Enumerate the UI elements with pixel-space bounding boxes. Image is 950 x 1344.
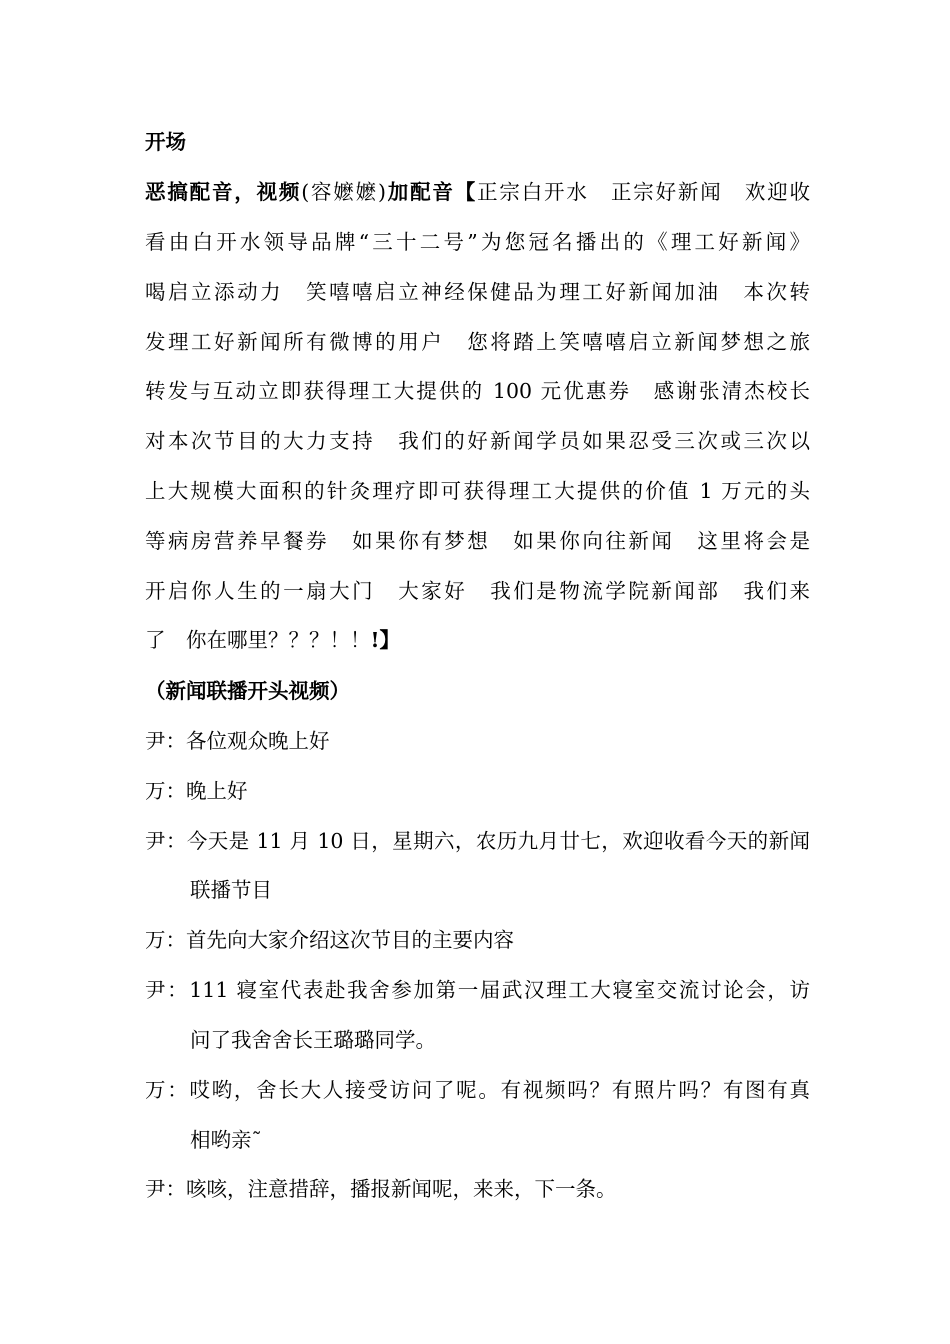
intro-line-4: 发理工好新闻所有微博的用户 您将踏上笑嘻嘻启立新闻梦想之旅 (145, 330, 810, 354)
intro-line-6: 对本次节目的大力支持 我们的好新闻学员如果忍受三次或三次以 (145, 429, 810, 453)
dialogue-line-3: 尹：今天是 11 月 10 日，星期六，农历九月廿七，欢迎收看今天的新闻 (145, 829, 810, 853)
intro-lead-bold-2: 加配音【 (385, 180, 478, 204)
dialogue-line-6: 万：哎哟，舍长大人接受访问了呢。有视频吗？有照片吗？有图有真 (145, 1078, 810, 1102)
intro-line-2: 看由白开水领导品牌“三十二号”为您冠名播出的《理工好新闻》 (145, 230, 810, 254)
dialogue-line-1: 尹：各位观众晚上好 (145, 729, 330, 753)
intro-line-1-rest: 正宗白开水 正宗好新闻 欢迎收 (477, 180, 811, 204)
dialogue-line-6-cont: 相哟亲˜ (190, 1128, 262, 1152)
section-heading: 开场 (145, 130, 186, 154)
intro-line-5: 转发与互动立即获得理工大提供的 100 元优惠券 感谢张清杰校长 (145, 379, 810, 403)
dialogue-line-4: 万：首先向大家介绍这次节目的主要内容 (145, 928, 514, 952)
dialogue-line-5: 尹：111 寝室代表赴我舍参加第一届武汉理工大寝室交流讨论会，访 (145, 978, 810, 1002)
intro-last-bold: !】 (370, 628, 400, 652)
intro-lead-bold-1: 恶搞配音，视频 (145, 180, 302, 204)
intro-line-1 (145, 177, 810, 207)
dialogue-line-5-cont: 问了我舍舍长王璐璐同学。 (190, 1028, 436, 1052)
intro-lead-normal: (容嬷嬷) (301, 180, 386, 204)
intro-line-3: 喝启立添动力 笑嘻嘻启立神经保健品为理工好新闻加油 本次转 (145, 280, 810, 304)
intro-line-7: 上大规模大面积的针灸理疗即可获得理工大提供的价值 1 万元的头 (145, 479, 810, 503)
dialogue-line-7: 尹：咳咳，注意措辞，播报新闻呢，来来，下一条。 (145, 1177, 617, 1201)
video-subheading: （新闻联播开头视频） (145, 679, 350, 703)
intro-last-normal: 了 你在哪里？？？！！ (145, 628, 371, 652)
dialogue-line-3-cont: 联播节目 (190, 878, 272, 902)
intro-line-10 (145, 625, 810, 655)
intro-line-8: 等病房营养早餐券 如果你有梦想 如果你向往新闻 这里将会是 (145, 529, 810, 553)
dialogue-line-2: 万：晚上好 (145, 779, 248, 803)
intro-line-9: 开启你人生的一扇大门 大家好 我们是物流学院新闻部 我们来 (145, 579, 810, 603)
